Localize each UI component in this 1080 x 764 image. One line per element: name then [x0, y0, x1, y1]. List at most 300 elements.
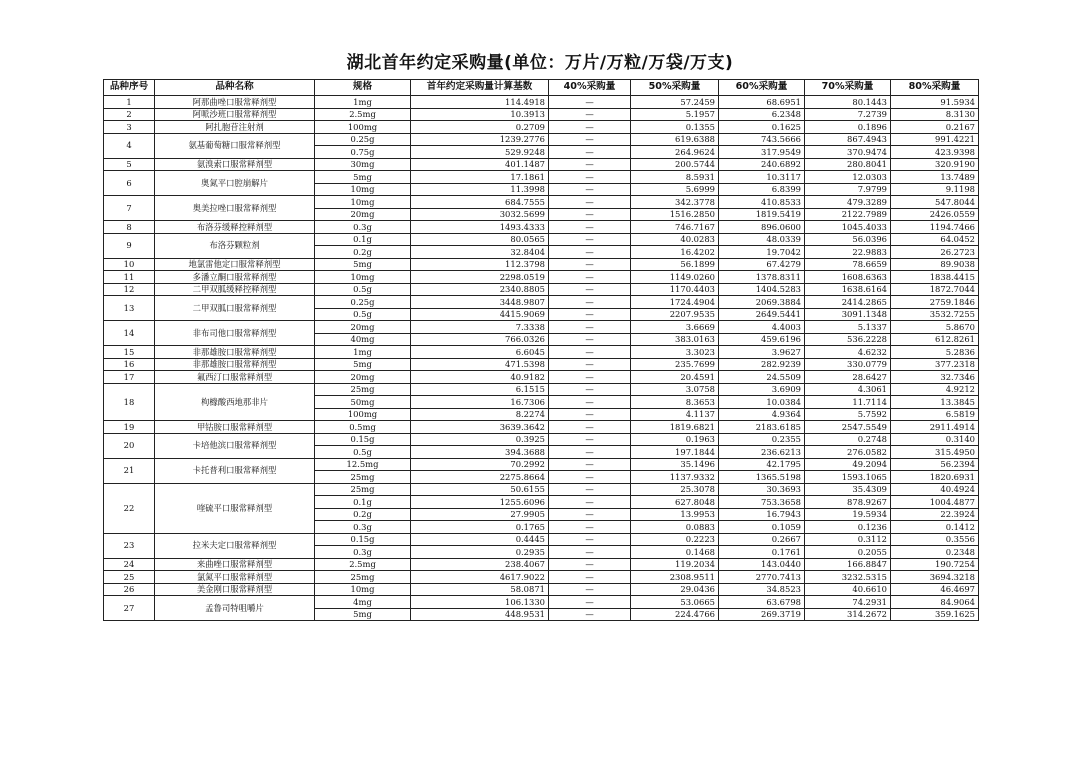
cell-p50: 56.1899: [631, 258, 719, 271]
cell-p50: 29.0436: [631, 583, 719, 596]
cell-p40: —: [549, 208, 631, 221]
cell-p50: 2308.9511: [631, 571, 719, 584]
cell-spec: 0.1g: [315, 233, 411, 246]
cell-p80: 359.1625: [891, 608, 979, 621]
cell-base: 0.4445: [411, 533, 549, 546]
cell-name: 卡培他滨口服常释剂型: [155, 433, 315, 458]
cell-p60: 317.9549: [719, 146, 805, 159]
cell-base: 80.0565: [411, 233, 549, 246]
cell-spec: 0.5mg: [315, 421, 411, 434]
cell-p70: 40.6610: [805, 583, 891, 596]
cell-p50: 264.9624: [631, 146, 719, 159]
cell-p80: 2426.0559: [891, 208, 979, 221]
cell-base: 2298.0519: [411, 271, 549, 284]
cell-p50: 0.1963: [631, 433, 719, 446]
cell-base: 1493.4333: [411, 221, 549, 234]
cell-p80: 612.8261: [891, 333, 979, 346]
header-name: 品种名称: [155, 80, 315, 96]
table-row: [104, 171, 979, 184]
cell-p80: 6.5819: [891, 408, 979, 421]
cell-p80: 89.9038: [891, 258, 979, 271]
cell-seq: 21: [104, 458, 155, 483]
cell-p40: —: [549, 608, 631, 621]
cell-base: 684.7555: [411, 196, 549, 209]
cell-p70: 0.3112: [805, 533, 891, 546]
cell-p40: —: [549, 558, 631, 571]
cell-p40: —: [549, 296, 631, 309]
cell-p50: 746.7167: [631, 221, 719, 234]
cell-p50: 8.3653: [631, 396, 719, 409]
cell-spec: 0.5g: [315, 308, 411, 321]
cell-name: 喹硫平口服常释剂型: [155, 483, 315, 533]
cell-p60: 2649.5441: [719, 308, 805, 321]
cell-p50: 20.4591: [631, 371, 719, 384]
cell-seq: 27: [104, 596, 155, 621]
cell-spec: 12.5mg: [315, 458, 411, 471]
cell-name: 非那雄胺口服常释剂型: [155, 346, 315, 359]
cell-p80: 0.2348: [891, 546, 979, 559]
cell-p40: —: [549, 133, 631, 146]
cell-p60: 16.7943: [719, 508, 805, 521]
cell-p50: 13.9953: [631, 508, 719, 521]
table-row: [104, 121, 979, 134]
cell-p70: 4.3061: [805, 383, 891, 396]
cell-base: 8.2274: [411, 408, 549, 421]
cell-p80: 22.3924: [891, 508, 979, 521]
cell-p40: —: [549, 396, 631, 409]
cell-p80: 547.8044: [891, 196, 979, 209]
cell-p70: 3091.1348: [805, 308, 891, 321]
cell-p40: —: [549, 183, 631, 196]
cell-p80: 0.3556: [891, 533, 979, 546]
cell-p60: 269.3719: [719, 608, 805, 621]
cell-seq: 4: [104, 133, 155, 158]
cell-p50: 119.2034: [631, 558, 719, 571]
cell-p40: —: [549, 196, 631, 209]
cell-name: 非那雄胺口服常释剂型: [155, 358, 315, 371]
cell-name: 二甲双胍缓释控释剂型: [155, 283, 315, 296]
cell-p50: 3.6669: [631, 321, 719, 334]
cell-p40: —: [549, 533, 631, 546]
table-row: [104, 233, 979, 246]
cell-p40: —: [549, 146, 631, 159]
cell-base: 7.3338: [411, 321, 549, 334]
cell-name: 氟西汀口服常释剂型: [155, 371, 315, 384]
table-row: [104, 571, 979, 584]
cell-p40: —: [549, 371, 631, 384]
cell-p60: 4.9364: [719, 408, 805, 421]
cell-spec: 20mg: [315, 371, 411, 384]
cell-p60: 30.3693: [719, 483, 805, 496]
cell-p80: 0.2167: [891, 121, 979, 134]
cell-base: 17.1861: [411, 171, 549, 184]
cell-p40: —: [549, 308, 631, 321]
cell-p80: 26.2723: [891, 246, 979, 259]
cell-p50: 0.2223: [631, 533, 719, 546]
cell-p40: —: [549, 583, 631, 596]
cell-seq: 10: [104, 258, 155, 271]
cell-p60: 1819.5419: [719, 208, 805, 221]
cell-p50: 53.0665: [631, 596, 719, 609]
cell-p80: 13.7489: [891, 171, 979, 184]
cell-seq: 2: [104, 108, 155, 121]
cell-p50: 2207.9535: [631, 308, 719, 321]
cell-spec: 40mg: [315, 333, 411, 346]
cell-spec: 0.15g: [315, 533, 411, 546]
cell-p70: 166.8847: [805, 558, 891, 571]
table-row: [104, 458, 979, 471]
table-body: [104, 96, 979, 621]
cell-spec: 100mg: [315, 408, 411, 421]
cell-p60: 2770.7413: [719, 571, 805, 584]
cell-base: 3639.3642: [411, 421, 549, 434]
cell-name: 地氯雷他定口服常释剂型: [155, 258, 315, 271]
table-row: [104, 283, 979, 296]
cell-spec: 10mg: [315, 583, 411, 596]
cell-p60: 459.6196: [719, 333, 805, 346]
cell-p50: 57.2459: [631, 96, 719, 109]
cell-p70: 7.2739: [805, 108, 891, 121]
table-row: [104, 296, 979, 309]
table-row: [104, 133, 979, 146]
cell-base: 0.3925: [411, 433, 549, 446]
cell-seq: 26: [104, 583, 155, 596]
cell-p60: 0.2667: [719, 533, 805, 546]
header-p70: 70%采购量: [805, 80, 891, 96]
cell-spec: 0.5g: [315, 283, 411, 296]
cell-p70: 0.1896: [805, 121, 891, 134]
cell-spec: 20mg: [315, 321, 411, 334]
cell-p40: —: [549, 171, 631, 184]
cell-name: 卡托普利口服常释剂型: [155, 458, 315, 483]
cell-base: 2340.8805: [411, 283, 549, 296]
cell-p40: —: [549, 546, 631, 559]
cell-p40: —: [549, 596, 631, 609]
cell-p80: 8.3130: [891, 108, 979, 121]
cell-p70: 80.1443: [805, 96, 891, 109]
cell-base: 27.9905: [411, 508, 549, 521]
cell-spec: 0.5g: [315, 446, 411, 459]
table-row: [104, 371, 979, 384]
header-spec: 规格: [315, 80, 411, 96]
header-p50: 50%采购量: [631, 80, 719, 96]
cell-p60: 0.2355: [719, 433, 805, 446]
cell-base: 529.9248: [411, 146, 549, 159]
cell-p70: 1608.6363: [805, 271, 891, 284]
table-row: [104, 108, 979, 121]
cell-base: 448.9531: [411, 608, 549, 621]
cell-base: 4415.9069: [411, 308, 549, 321]
cell-spec: 0.3g: [315, 221, 411, 234]
cell-p50: 0.0883: [631, 521, 719, 534]
cell-p70: 370.9474: [805, 146, 891, 159]
cell-p80: 2759.1846: [891, 296, 979, 309]
header-p80: 80%采购量: [891, 80, 979, 96]
cell-p70: 280.8041: [805, 158, 891, 171]
cell-p70: 2414.2865: [805, 296, 891, 309]
cell-p70: 330.0779: [805, 358, 891, 371]
header-seq: 品种序号: [104, 80, 155, 96]
cell-p60: 1404.5283: [719, 283, 805, 296]
cell-p60: 1378.8311: [719, 271, 805, 284]
cell-name: 甲钴胺口服常释剂型: [155, 421, 315, 434]
table-row: [104, 583, 979, 596]
cell-seq: 23: [104, 533, 155, 558]
cell-base: 114.4918: [411, 96, 549, 109]
cell-p60: 236.6213: [719, 446, 805, 459]
cell-p80: 84.9064: [891, 596, 979, 609]
cell-spec: 50mg: [315, 396, 411, 409]
cell-spec: 25mg: [315, 383, 411, 396]
cell-p50: 3.0758: [631, 383, 719, 396]
cell-seq: 3: [104, 121, 155, 134]
cell-p80: 1820.6931: [891, 471, 979, 484]
cell-name: 奥美拉唑口服常释剂型: [155, 196, 315, 221]
cell-spec: 10mg: [315, 196, 411, 209]
cell-seq: 22: [104, 483, 155, 533]
cell-p70: 2122.7989: [805, 208, 891, 221]
cell-p40: —: [549, 233, 631, 246]
cell-p50: 5.1957: [631, 108, 719, 121]
cell-base: 394.3688: [411, 446, 549, 459]
cell-p80: 423.9398: [891, 146, 979, 159]
cell-p70: 56.0396: [805, 233, 891, 246]
cell-base: 40.9182: [411, 371, 549, 384]
cell-p40: —: [549, 158, 631, 171]
cell-p70: 74.2931: [805, 596, 891, 609]
cell-base: 238.4067: [411, 558, 549, 571]
cell-p40: —: [549, 358, 631, 371]
cell-base: 2275.8664: [411, 471, 549, 484]
table-row: [104, 533, 979, 546]
cell-spec: 0.25g: [315, 133, 411, 146]
cell-p70: 0.1236: [805, 521, 891, 534]
cell-p60: 0.1059: [719, 521, 805, 534]
cell-base: 1239.2776: [411, 133, 549, 146]
cell-name: 美金刚口服常释剂型: [155, 583, 315, 596]
cell-p70: 5.7592: [805, 408, 891, 421]
cell-p80: 0.3140: [891, 433, 979, 446]
cell-base: 32.8404: [411, 246, 549, 259]
cell-p40: —: [549, 271, 631, 284]
cell-base: 112.3798: [411, 258, 549, 271]
cell-base: 4617.9022: [411, 571, 549, 584]
cell-name: 来曲唑口服常释剂型: [155, 558, 315, 571]
cell-spec: 5mg: [315, 258, 411, 271]
cell-p60: 753.3658: [719, 496, 805, 509]
cell-p60: 2183.6185: [719, 421, 805, 434]
cell-p40: —: [549, 108, 631, 121]
table-row: [104, 346, 979, 359]
cell-seq: 7: [104, 196, 155, 221]
cell-p70: 5.1337: [805, 321, 891, 334]
cell-name: 枸橼酸西地那非片: [155, 383, 315, 421]
table-row: [104, 433, 979, 446]
cell-name: 阿哌沙班口服常释剂型: [155, 108, 315, 121]
page-title: 湖北首年约定采购量(单位：万片/万粒/万袋/万支): [346, 53, 734, 73]
cell-p70: 22.9883: [805, 246, 891, 259]
cell-p80: 2911.4914: [891, 421, 979, 434]
cell-p80: 91.5934: [891, 96, 979, 109]
cell-p80: 1872.7044: [891, 283, 979, 296]
cell-base: 0.1765: [411, 521, 549, 534]
cell-p50: 1724.4904: [631, 296, 719, 309]
cell-p80: 3532.7255: [891, 308, 979, 321]
cell-p50: 3.3023: [631, 346, 719, 359]
cell-p50: 16.4202: [631, 246, 719, 259]
cell-p50: 4.1137: [631, 408, 719, 421]
cell-base: 16.7306: [411, 396, 549, 409]
cell-p50: 1516.2850: [631, 208, 719, 221]
cell-seq: 20: [104, 433, 155, 458]
cell-p40: —: [549, 321, 631, 334]
cell-p80: 320.9190: [891, 158, 979, 171]
cell-p80: 5.8670: [891, 321, 979, 334]
cell-spec: 25mg: [315, 471, 411, 484]
cell-p70: 4.6232: [805, 346, 891, 359]
cell-p60: 1365.5198: [719, 471, 805, 484]
cell-name: 氨溴索口服常释剂型: [155, 158, 315, 171]
table-row: [104, 421, 979, 434]
cell-p60: 3.9627: [719, 346, 805, 359]
cell-seq: 5: [104, 158, 155, 171]
cell-p60: 743.5666: [719, 133, 805, 146]
table-row: [104, 558, 979, 571]
cell-name: 非布司他口服常释剂型: [155, 321, 315, 346]
procurement-table: [103, 79, 979, 621]
cell-seq: 15: [104, 346, 155, 359]
cell-p60: 42.1795: [719, 458, 805, 471]
cell-spec: 10mg: [315, 183, 411, 196]
table-row: [104, 383, 979, 396]
cell-p50: 1170.4403: [631, 283, 719, 296]
cell-p70: 276.0582: [805, 446, 891, 459]
cell-p60: 0.1761: [719, 546, 805, 559]
cell-p40: —: [549, 471, 631, 484]
table-row: [104, 221, 979, 234]
cell-p80: 40.4924: [891, 483, 979, 496]
cell-p50: 224.4766: [631, 608, 719, 621]
cell-p50: 40.0283: [631, 233, 719, 246]
cell-spec: 0.15g: [315, 433, 411, 446]
cell-name: 氨基葡萄糖口服常释剂型: [155, 133, 315, 158]
cell-seq: 9: [104, 233, 155, 258]
cell-name: 多潘立酮口服常释剂型: [155, 271, 315, 284]
cell-p50: 235.7699: [631, 358, 719, 371]
cell-p50: 200.5744: [631, 158, 719, 171]
cell-name: 布洛芬缓释控释剂型: [155, 221, 315, 234]
table-row: [104, 258, 979, 271]
cell-p60: 24.5509: [719, 371, 805, 384]
cell-p40: —: [549, 483, 631, 496]
cell-p50: 8.5931: [631, 171, 719, 184]
cell-name: 拉米夫定口服常释剂型: [155, 533, 315, 558]
cell-p70: 1593.1065: [805, 471, 891, 484]
cell-seq: 12: [104, 283, 155, 296]
table-row: [104, 196, 979, 209]
cell-p50: 25.3078: [631, 483, 719, 496]
cell-p40: —: [549, 458, 631, 471]
table-row: [104, 321, 979, 334]
cell-base: 50.6155: [411, 483, 549, 496]
cell-spec: 2.5mg: [315, 558, 411, 571]
cell-base: 11.3998: [411, 183, 549, 196]
cell-seq: 16: [104, 358, 155, 371]
cell-name: 阿那曲唑口服常释剂型: [155, 96, 315, 109]
cell-p40: —: [549, 508, 631, 521]
cell-p40: —: [549, 283, 631, 296]
cell-p70: 2547.5549: [805, 421, 891, 434]
cell-p50: 342.3778: [631, 196, 719, 209]
cell-spec: 10mg: [315, 271, 411, 284]
cell-seq: 18: [104, 383, 155, 421]
cell-p70: 3232.5315: [805, 571, 891, 584]
cell-spec: 0.25g: [315, 296, 411, 309]
cell-p70: 536.2228: [805, 333, 891, 346]
cell-p40: —: [549, 383, 631, 396]
cell-p60: 240.6892: [719, 158, 805, 171]
cell-p70: 1045.4033: [805, 221, 891, 234]
cell-p50: 1819.6821: [631, 421, 719, 434]
cell-p40: —: [549, 421, 631, 434]
table-row: [104, 358, 979, 371]
cell-base: 70.2992: [411, 458, 549, 471]
cell-base: 3448.9807: [411, 296, 549, 309]
cell-spec: 0.1g: [315, 496, 411, 509]
cell-p60: 410.8533: [719, 196, 805, 209]
cell-seq: 25: [104, 571, 155, 584]
cell-spec: 0.2g: [315, 508, 411, 521]
cell-p50: 383.0163: [631, 333, 719, 346]
cell-seq: 17: [104, 371, 155, 384]
cell-p40: —: [549, 433, 631, 446]
cell-spec: 25mg: [315, 483, 411, 496]
cell-p50: 1137.9332: [631, 471, 719, 484]
cell-p60: 6.8399: [719, 183, 805, 196]
cell-p40: —: [549, 346, 631, 359]
cell-spec: 1mg: [315, 96, 411, 109]
cell-p60: 48.0339: [719, 233, 805, 246]
cell-p40: —: [549, 333, 631, 346]
cell-p80: 1838.4415: [891, 271, 979, 284]
cell-p60: 4.4003: [719, 321, 805, 334]
cell-base: 106.1330: [411, 596, 549, 609]
cell-p40: —: [549, 408, 631, 421]
cell-p50: 619.6388: [631, 133, 719, 146]
cell-base: 766.0326: [411, 333, 549, 346]
cell-base: 0.2935: [411, 546, 549, 559]
cell-spec: 5mg: [315, 608, 411, 621]
cell-p80: 1004.4877: [891, 496, 979, 509]
cell-p60: 10.3117: [719, 171, 805, 184]
cell-base: 10.3913: [411, 108, 549, 121]
cell-p70: 479.3289: [805, 196, 891, 209]
cell-base: 401.1487: [411, 158, 549, 171]
cell-spec: 0.3g: [315, 521, 411, 534]
cell-seq: 8: [104, 221, 155, 234]
cell-spec: 0.2g: [315, 246, 411, 259]
cell-p80: 315.4950: [891, 446, 979, 459]
cell-seq: 24: [104, 558, 155, 571]
cell-p60: 282.9239: [719, 358, 805, 371]
cell-p70: 314.2672: [805, 608, 891, 621]
cell-base: 3032.5699: [411, 208, 549, 221]
cell-p60: 896.0600: [719, 221, 805, 234]
cell-spec: 30mg: [315, 158, 411, 171]
cell-p60: 68.6951: [719, 96, 805, 109]
cell-p70: 878.9267: [805, 496, 891, 509]
cell-p40: —: [549, 446, 631, 459]
